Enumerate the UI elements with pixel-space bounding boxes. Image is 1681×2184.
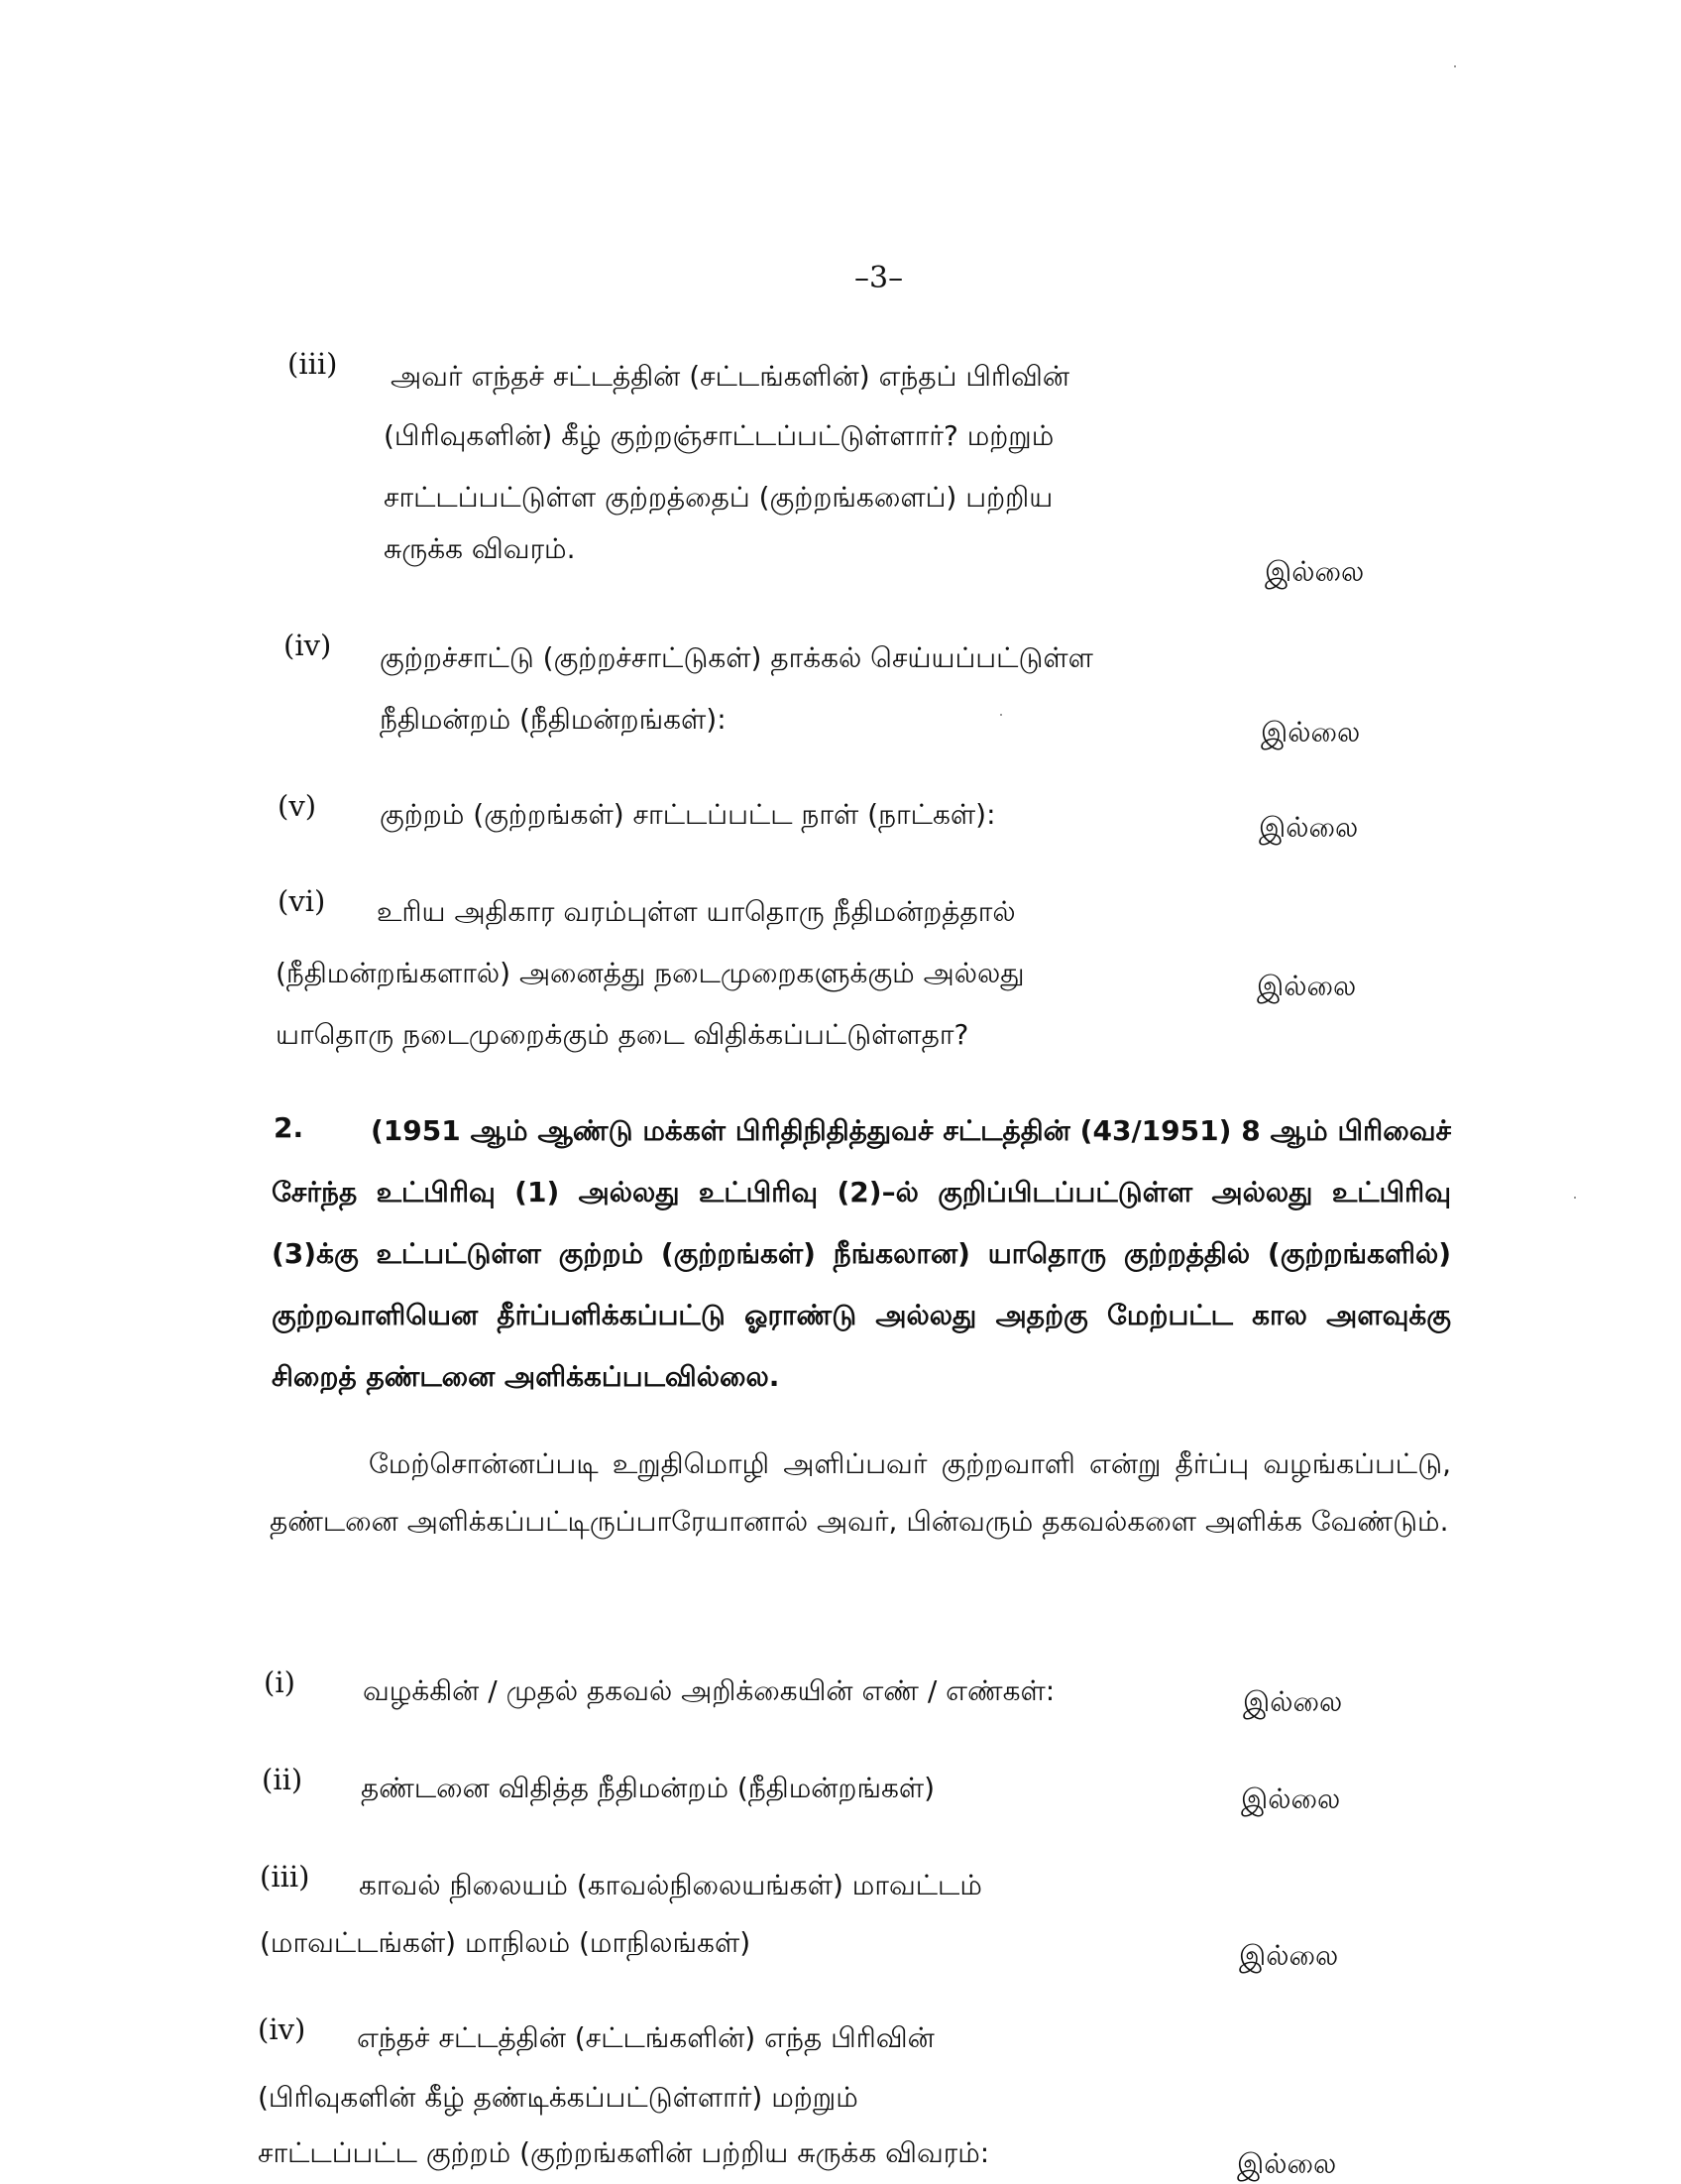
item-line: சுருக்க விவரம். xyxy=(384,532,576,565)
answer-value: இல்லை xyxy=(1257,970,1357,1002)
item-line: சாட்டப்பட்ட குற்றம் (குற்றங்களின் பற்றிய சுருக்க விவரம்: xyxy=(258,2136,990,2169)
scan-speck xyxy=(1574,1197,1576,1199)
item-numeral: (ii) xyxy=(262,1763,303,1796)
item-numeral: (vi) xyxy=(278,884,326,918)
paragraph-2 xyxy=(272,1100,1451,1408)
item-numeral: (iv) xyxy=(283,629,332,662)
item-numeral: (i) xyxy=(264,1666,295,1699)
scan-speck xyxy=(1000,714,1002,716)
item-numeral: (iv) xyxy=(258,2012,306,2046)
paragraph-3 xyxy=(270,1436,1451,1551)
answer-value: இல்லை xyxy=(1265,555,1365,588)
scan-speck xyxy=(1454,65,1456,67)
item-line: (பிரிவுகளின் கீழ் தண்டிக்கப்பட்டுள்ளார்) மற்றும் xyxy=(258,2081,858,2114)
item-line: (பிரிவுகளின்) கீழ் குற்றஞ்சாட்டப்பட்டுள்ளார்? மற்றும் xyxy=(384,419,1055,452)
item-line: குற்றச்சாட்டு (குற்றச்சாட்டுகள்) தாக்கல் செய்யப்பட்டுள்ள xyxy=(380,641,1093,674)
item-line: நீதிமன்றம் (நீதிமன்றங்கள்): xyxy=(380,703,727,736)
item-line: வழக்கின் / முதல் தகவல் அறிக்கையின் எண் / எண்கள்: xyxy=(363,1674,1056,1707)
item-line: தண்டனை விதித்த நீதிமன்றம் (நீதிமன்றங்கள்) xyxy=(361,1772,936,1804)
answer-value: இல்லை xyxy=(1243,1685,1343,1718)
answer-value: இல்லை xyxy=(1261,716,1361,748)
item-numeral: (v) xyxy=(278,789,317,823)
item-line: காவல் நிலையம் (காவல்நிலையங்கள்) மாவட்டம் xyxy=(359,1869,982,1901)
item-line: யாதொரு நடைமுறைக்கும் தடை விதிக்கப்பட்டுள்ளதா? xyxy=(276,1018,969,1051)
item-line: அவர் எந்தச் சட்டத்தின் (சட்டங்களின்) எந்தப் பிரிவின் xyxy=(391,360,1070,393)
item-line: எந்தச் சட்டத்தின் (சட்டங்களின்) எந்த பிரிவின் xyxy=(357,2021,935,2054)
page-number: –3– xyxy=(854,261,904,295)
item-line: குற்றம் (குற்றங்கள்) சாட்டப்பட்ட நாள் (நாட்கள்): xyxy=(380,798,996,831)
answer-value: இல்லை xyxy=(1241,1782,1341,1815)
item-numeral: (iii) xyxy=(287,347,338,381)
answer-value: இல்லை xyxy=(1237,2147,1337,2180)
item-line: (நீதிமன்றங்களால்) அனைத்து நடைமுறைகளுக்கும் அல்லது xyxy=(276,957,1025,989)
answer-value: இல்லை xyxy=(1259,811,1359,844)
paragraph-3-text: மேற்சொன்னப்படி உறுதிமொழி அளிப்பவர் குற்றவாளி என்று தீர்ப்பு வழங்கப்பட்டு, தண்டனை அளிக்கப்பட்டிருப்பாரேயானால் அவர், பின்வரும் தகவல்களை அளிக்க வேண்டும். xyxy=(270,1447,1451,1538)
item-line: சாட்டப்பட்டுள்ள குற்றத்தைப் (குற்றங்களைப்) பற்றிய xyxy=(384,481,1054,514)
item-line: உரிய அதிகார வரம்புள்ள யாதொரு நீதிமன்றத்தால் xyxy=(377,895,1016,928)
item-line: (மாவட்டங்கள்) மாநிலம் (மாநிலங்கள்) xyxy=(260,1926,751,1959)
paragraph-number: 2. xyxy=(274,1111,304,1144)
paragraph-2-text: (1951 ஆம் ஆண்டு மக்கள் பிரிதிநிதித்துவச் சட்டத்தின் (43/1951) 8 ஆம் பிரிவைச் சேர்ந்த உட்பிரிவு (1) அல்லது உட்பிரிவு (2)–ல் குறிப்பிடப்பட்டுள்ள அல்லது உட்பிரிவு (3)க்கு உட்பட்டுள்ள குற்றம் (குற்றங்கள்) நீங்கலான) யாதொரு குற்றத்தில் (குற்றங்களில்) குற்றவாளியென தீர்ப்பளிக்கப்பட்டு ஓராண்டு அல்லது அதற்கு மேற்பட்ட கால அளவுக்கு சிறைத் தண்டனை அளிக்கப்படவில்லை. xyxy=(272,1114,1451,1393)
answer-value: இல்லை xyxy=(1239,1939,1339,1972)
item-numeral: (iii) xyxy=(260,1860,310,1894)
